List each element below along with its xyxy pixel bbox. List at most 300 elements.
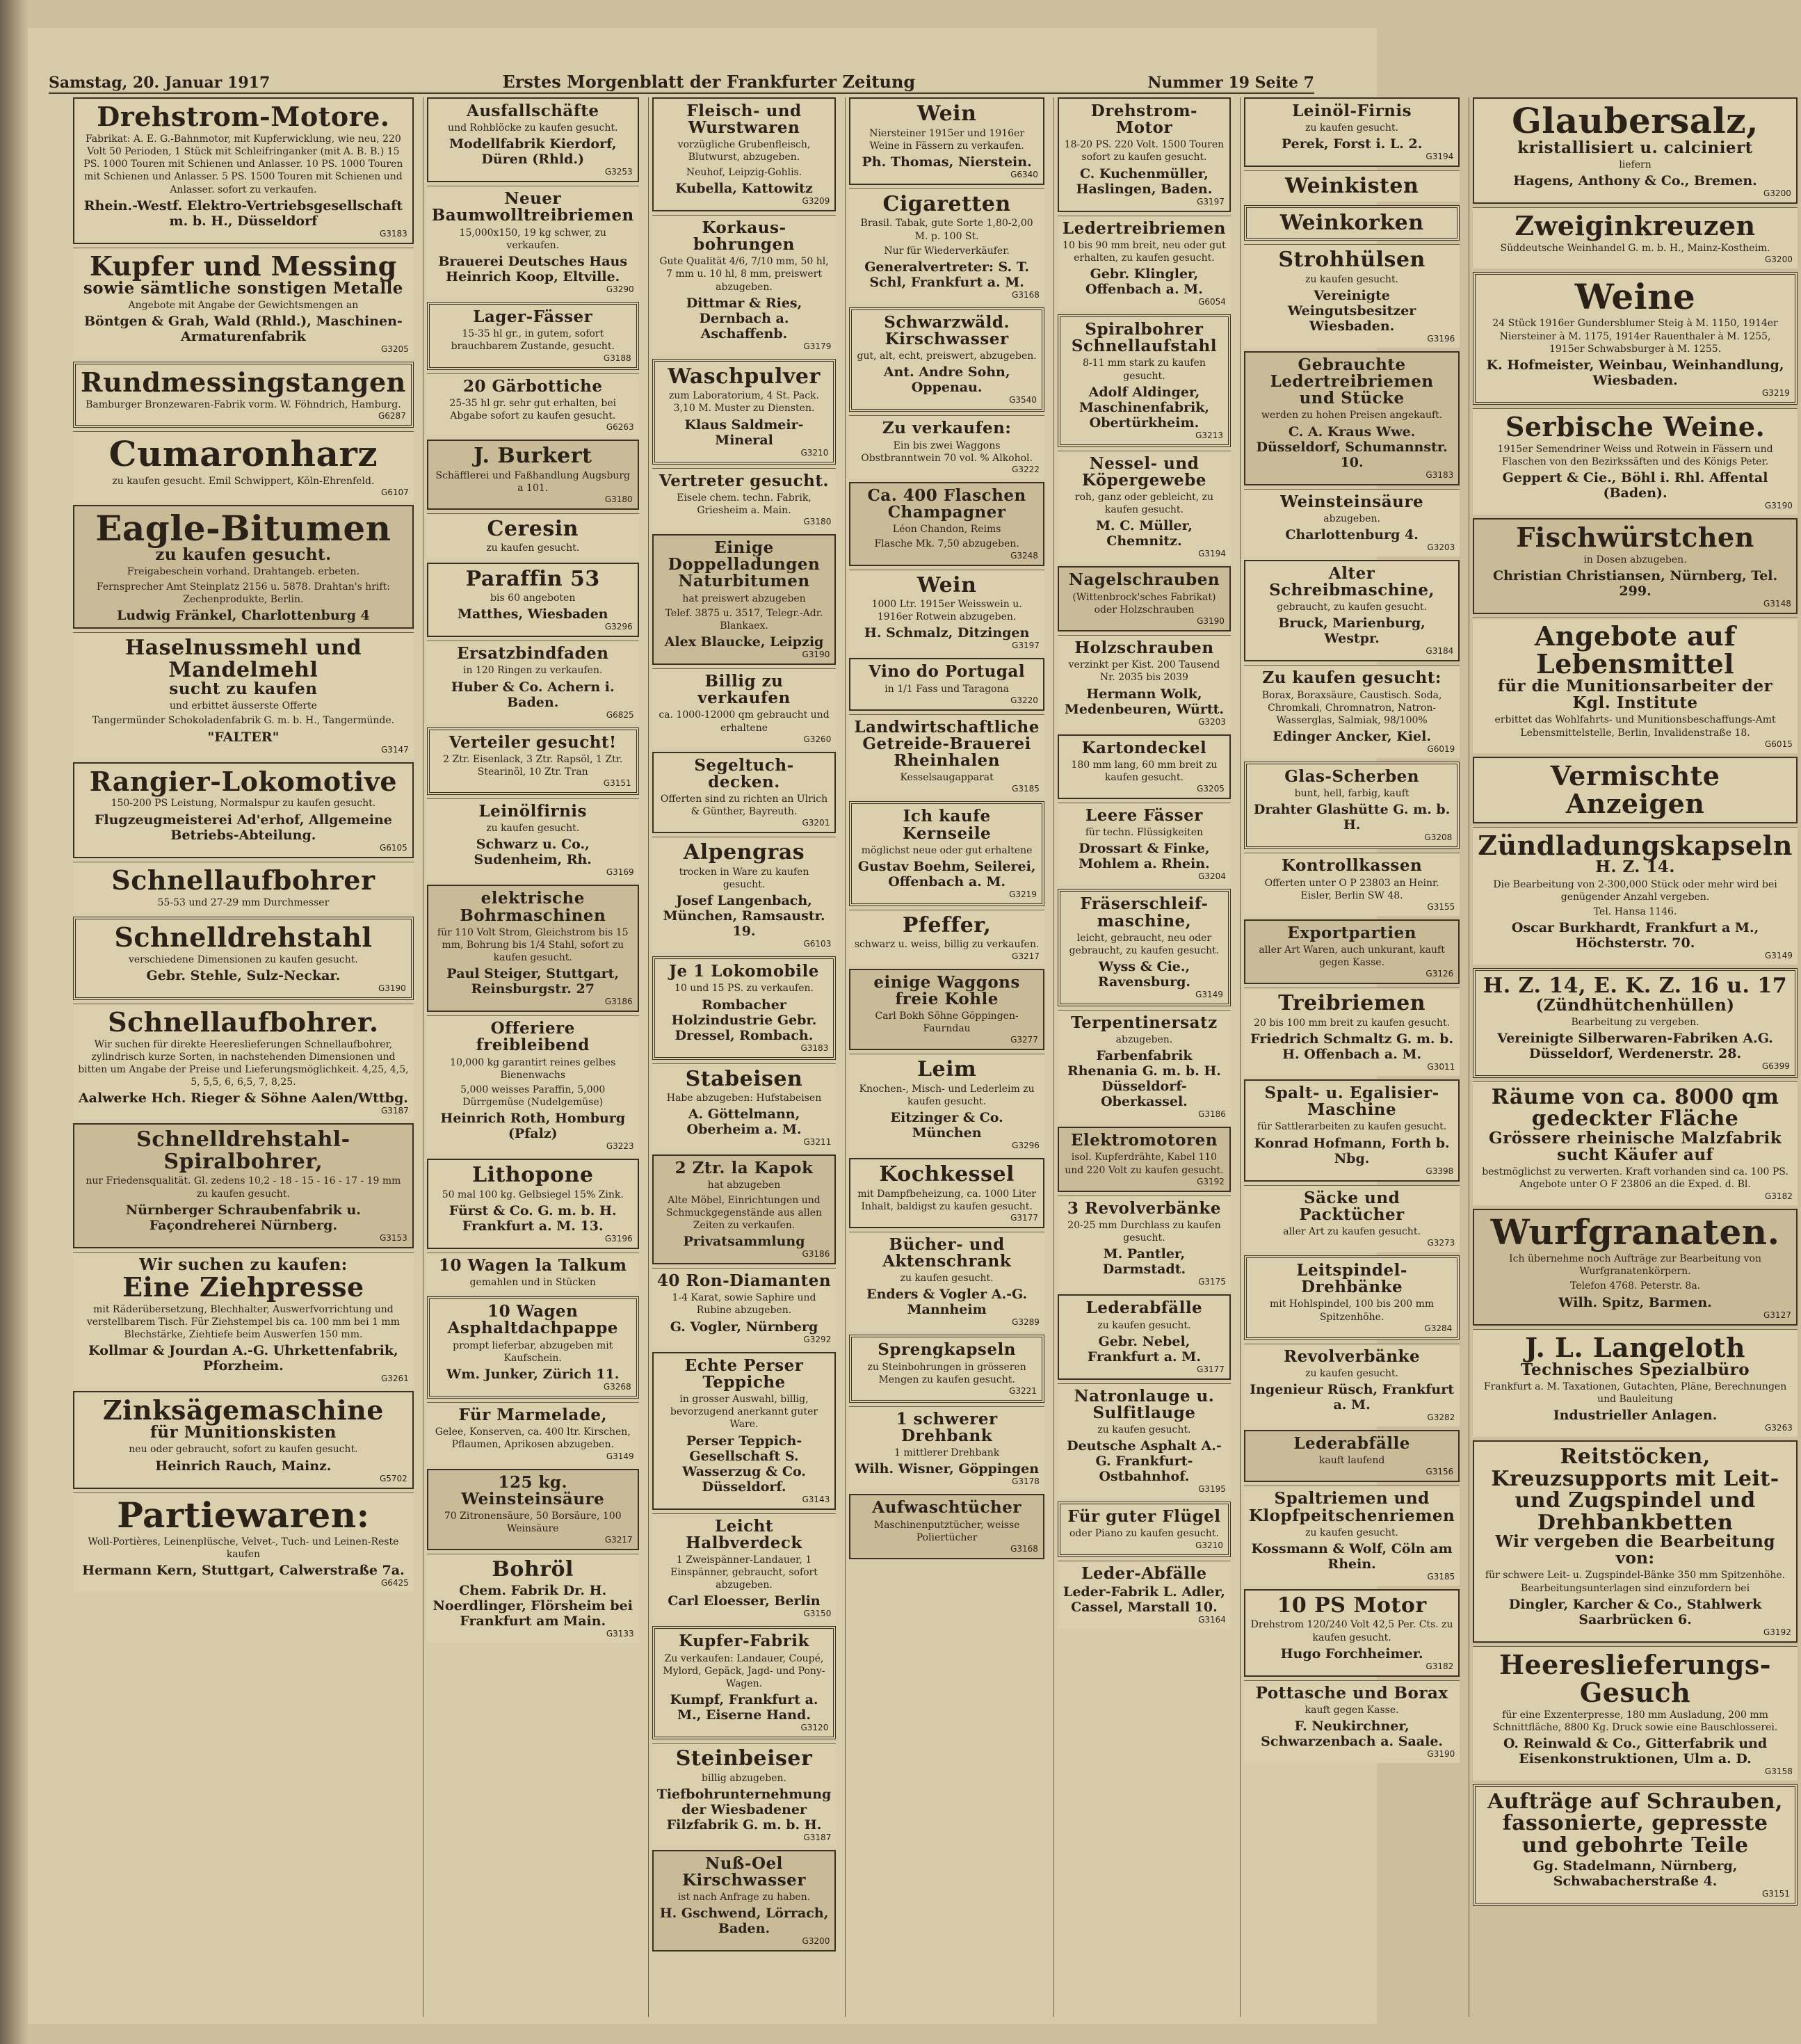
ad-reference-code: G3143 [802, 1494, 830, 1504]
ad-reference-code: G3183 [379, 228, 407, 239]
classified-ad [652, 1743, 837, 1846]
ad-advertiser: Dittmar & Ries, Dernbach a. Aschaffenb. [686, 295, 802, 341]
ad-reference-code: G3223 [606, 1141, 634, 1152]
classified-ad [73, 1252, 414, 1388]
ad-advertiser: Vereinigte Weingutsbesitzer Wiesbaden. [1287, 288, 1416, 335]
ad-headline: elektrische Bohrmaschinen [460, 889, 606, 925]
classified-ad [1244, 351, 1460, 485]
ad-body: in grosser Auswahl, billig, bevorzugend anerkannt guter Ware. [670, 1393, 818, 1431]
classified-ad [427, 727, 639, 796]
classified-ad [1058, 1561, 1231, 1629]
classified-ad [849, 658, 1044, 710]
column-7 [1469, 97, 1801, 2017]
classified-ad [1473, 518, 1798, 614]
ad-reference-code: G3120 [800, 1723, 829, 1733]
ad-subheading: (Zündhütchenhüllen) [1535, 995, 1735, 1015]
ad-headline: Ersatzbindfaden [456, 644, 609, 663]
ad-advertiser: Ant. Andre Sohn, Oppenau. [883, 364, 1010, 396]
classified-ad [1058, 314, 1231, 447]
classified-ad [1473, 1209, 1798, 1326]
ad-body: 24 Stück 1916er Gundersblumer Steig à M. 1150, 1914er Niersteiner à M. 1175, 1914er Rauenthaler à M. 1255, 1915er Schwabsburger à M. 1255. [1492, 318, 1778, 355]
ad-advertiser: Modellfabrik Kierdorf, Düren (Rhld.) [449, 136, 617, 168]
ad-advertiser: Carl Eloesser, Berlin [668, 1593, 821, 1609]
ad-body: Maschinenputztücher, weisse Poliertücher [873, 1519, 1020, 1543]
ad-headline: 3 Revolverbänke [1067, 1198, 1221, 1218]
ad-reference-code: G6105 [379, 842, 407, 853]
ad-extra: Flasche Mk. 7,50 abzugeben. [874, 538, 1019, 550]
ad-headline: Paraffin 53 [465, 566, 600, 591]
ad-reference-code: G3284 [1424, 1323, 1453, 1333]
ad-reference-code: G3190 [378, 983, 406, 993]
ad-body: für 110 Volt Strom, Gleichstrom bis 15 mm, Bohrung bis 1/4 Stahl, sofort zu kaufen gesucht. [437, 926, 629, 964]
ad-reference-code: G3164 [1198, 1614, 1226, 1625]
page-header [49, 64, 1314, 94]
classified-ad [1058, 734, 1231, 800]
ad-headline: Weine [1574, 275, 1696, 317]
ad-body: möglichst neue oder gut erhaltene [861, 844, 1033, 856]
binding-edge [0, 0, 28, 2044]
classified-ad [1244, 853, 1460, 916]
ad-body: Frankfurt a. M. Taxationen, Gutachten, Pläne, Berechnungen und Bauleitung [1483, 1381, 1787, 1405]
ad-body: billig abzugeben. [702, 1772, 786, 1784]
ad-body: für eine Exzenterpresse, 180 mm Ausladung, 200 mm Schnittfläche, 8800 Kg. Druck sowie eine Bauschlosserei. [1492, 1709, 1778, 1733]
ad-headline: Spiralbohrer Schnellaufstahl [1071, 320, 1217, 356]
ad-reference-code: G3213 [1195, 430, 1223, 440]
ad-reference-code: G6019 [1427, 744, 1455, 755]
ad-body: hat preiswert abzugeben [682, 593, 806, 604]
classified-ad [652, 215, 837, 355]
ad-reference-code: G3133 [606, 1628, 634, 1639]
ad-reference-code: G6107 [380, 487, 409, 497]
ad-reference-code: G3263 [1765, 1423, 1793, 1433]
ad-subheading: für die Munitionsarbeiter der Kgl. Institute [1497, 677, 1773, 713]
ad-reference-code: G6054 [1198, 297, 1226, 307]
ad-reference-code: G3292 [803, 1334, 832, 1344]
ad-reference-code: G3182 [1426, 1661, 1454, 1671]
ad-body: Wir suchen für direkte Heereslieferungen Schnellaufbohrer, zylindrisch kurze Sorten, in nachstehenden Dimensionen und bitten um Angabe der Preise und Lieferungsmöglichkeit. 4,25, 4,5, 5, 5,5, 6, 6,5, 7, 8,25. [78, 1038, 409, 1088]
ad-headline: Lager-Fässer [473, 307, 593, 326]
ad-advertiser: Drahter Glashütte G. m. b. H. [1253, 802, 1451, 833]
ad-body: für schwere Leit- u. Zugspindel-Bänke 350 mm Spitzenhöhe. Bearbeitungsunterlagen sind einzufordern bei [1485, 1570, 1786, 1594]
ad-body: verschiedene Dimensionen zu kaufen gesucht. [128, 953, 358, 965]
ad-body: zu kaufen gesucht. [1305, 1367, 1399, 1379]
classified-ad [1473, 968, 1798, 1078]
ad-reference-code: G3192 [1197, 1176, 1225, 1186]
classified-ad [1058, 1010, 1231, 1123]
ad-body: vorzügliche Grubenfleisch, Blutwurst, abzugeben. [677, 139, 811, 163]
ad-subheading: Wir vergeben die Bearbeitung von: [1495, 1532, 1775, 1568]
classified-ad [1244, 1430, 1460, 1482]
classified-ad [427, 1402, 639, 1465]
classified-ad [1244, 97, 1460, 167]
ad-reference-code: G3222 [1012, 464, 1040, 474]
classified-ad [73, 362, 414, 428]
ad-headline: Schnelldrehstahl [114, 921, 373, 953]
ad-headline: Eagle-Bitumen [95, 507, 391, 549]
ad-advertiser: Perek, Forst i. L. 2. [1281, 136, 1423, 152]
ad-body: zu kaufen gesucht. [486, 542, 580, 554]
ad-advertiser: Rombacher Holzindustrie Gebr. Dressel, Rombach. [671, 997, 817, 1043]
classified-ad [1244, 1255, 1460, 1340]
ad-reference-code: G3175 [1198, 1277, 1226, 1287]
ad-extra: Tel. Hansa 1146. [1593, 906, 1677, 917]
classified-ad [1058, 1196, 1231, 1291]
ad-headline: Schnelldrehstahl-Spiralbohrer, [136, 1127, 350, 1174]
ad-headline: Holzschrauben [1074, 638, 1214, 657]
ad-headline: Schwarzwäld. Kirschwasser [884, 312, 1010, 349]
ad-reference-code: G3169 [606, 867, 634, 878]
classified-ad [1473, 827, 1798, 965]
ad-advertiser: Friedrich Schmaltz G. m. b. H. Offenbach a. M. [1250, 1031, 1454, 1063]
ad-advertiser: Huber & Co. Achern i. Baden. [451, 679, 615, 710]
ad-headline: Zu kaufen gesucht: [1262, 668, 1441, 688]
ad-extra: Neuhof, Leipzig-Gohlis. [686, 166, 802, 178]
ad-reference-code: G3253 [604, 167, 633, 177]
ad-advertiser: Eitzinger & Co. München [890, 1110, 1003, 1141]
classified-ad [849, 714, 1044, 798]
classified-ad [652, 752, 837, 834]
ad-headline: Fischwürstchen [1516, 522, 1754, 554]
ad-headline: Für Marmelade, [458, 1405, 608, 1424]
ad-advertiser: Rhein.-Westf. Elektro-Vertriebsgesellschaft m. b. H., Düsseldorf [83, 198, 403, 229]
ad-advertiser: Ingenieur Rüsch, Frankfurt a. M. [1250, 1382, 1454, 1413]
ad-reference-code: G3155 [1427, 901, 1455, 912]
ad-headline: Nessel- und Köpergewebe [1081, 453, 1206, 490]
ad-reference-code: G3190 [1765, 501, 1793, 511]
column-6 [1240, 97, 1463, 2017]
ad-advertiser: Matthes, Wiesbaden [457, 606, 608, 622]
ad-advertiser: Dingler, Karcher & Co., Stahlwerk Saarbrücken 6. [1508, 1596, 1762, 1627]
ad-advertiser: Tiefbohrunternehmung der Wiesbadener Filzfabrik G. m. b. H. [656, 1786, 832, 1833]
ad-advertiser: Nürnberger Schraubenfabrik u. Façondreherei Nürnberg. [125, 1202, 361, 1233]
ad-headline: Wurfgranaten. [1490, 1211, 1780, 1253]
ad-headline: J. Burkert [474, 444, 592, 469]
ad-headline: Fleisch- und Wurstwaren [686, 102, 802, 138]
ad-reference-code: G3540 [1009, 395, 1037, 405]
ad-body: Die Bearbeitung von 2-300,000 Stück oder mehr wird bei genügender Anzahl vergeben. [1493, 878, 1777, 903]
ad-body: mit Dampfbeheizung, ca. 1000 Liter Inhalt, baldigst zu kaufen gesucht. [857, 1188, 1036, 1212]
ad-headline: Schnellaufbohrer. [108, 1006, 379, 1038]
ad-headline: Gebrauchte Ledertreibriemen und Stücke [1270, 355, 1434, 408]
ad-body: 70 Zitronensäure, 50 Borsäure, 100 Weinsäure [444, 1510, 622, 1534]
ad-reference-code: G3296 [604, 622, 633, 632]
classified-ad [427, 440, 639, 510]
ad-advertiser: Geppert & Cie., Böhl i. Rhl. Affental (Baden). [1502, 470, 1768, 501]
ad-headline: Aufträge auf Schrauben, fassonierte, gepresste und gebohrte Teile [1487, 1789, 1783, 1858]
ad-body: leicht, gebraucht, neu oder gebraucht, zu kaufen gesucht. [1069, 932, 1220, 956]
ad-body: 10,000 kg garantirt reines gelbes Bienenwachs [450, 1056, 616, 1081]
ad-body: Offerten sind zu richten an Ulrich & Günther, Bayreuth. [660, 794, 828, 818]
ad-headline: Leicht Halbverdeck [686, 1516, 802, 1552]
ad-body: 180 mm lang, 60 mm breit zu kaufen gesucht. [1071, 759, 1218, 783]
ad-reference-code: G3147 [380, 744, 409, 755]
classified-ad [73, 632, 414, 759]
masthead: Erstes Morgenblatt der Frankfurter Zeitung [502, 72, 916, 92]
ad-reference-code: G6399 [1762, 1061, 1790, 1071]
classified-ad [1244, 762, 1460, 849]
ad-body: für techn. Flüssigkeiten [1085, 827, 1204, 839]
ad-reference-code: G3151 [603, 778, 631, 789]
ad-headline: 20 Gärbottiche [463, 376, 603, 396]
classified-ad [1473, 272, 1798, 405]
ad-headline: Leitspindel-Drehbänke [1296, 1261, 1407, 1297]
classified-ad [652, 359, 837, 465]
classified-ad [652, 1352, 837, 1510]
ad-headline: Exportpartien [1287, 923, 1416, 942]
ad-headline: Leder-Abfälle [1081, 1563, 1207, 1583]
ad-reference-code: G3261 [380, 1374, 409, 1384]
ad-body: 1 mittlerer Drehbank [894, 1447, 1000, 1459]
classified-ad [427, 1015, 639, 1155]
ad-advertiser: O. Reinwald & Co., Gitterfabrik und Eisenkonstruktionen, Ulm a. D. [1503, 1735, 1768, 1767]
ad-headline: 1 schwerer Drehbank [896, 1409, 998, 1446]
classified-ad [1244, 1486, 1460, 1585]
ad-extra: Fernsprecher Amt Steinplatz 2156 u. 5878. Drahtan's hrift: Zechenprodukte, Berlin. [96, 581, 390, 605]
ad-body: Niersteiner 1915er und 1916er Weine in Fässern zu verkaufen. [869, 127, 1025, 152]
ad-headline: Pottasche und Borax [1255, 1683, 1448, 1703]
classified-ad [849, 307, 1044, 412]
ad-body: zu kaufen gesucht. [1305, 273, 1399, 285]
ad-body: Carl Bokh Söhne Göppingen-Faurndau [875, 1010, 1019, 1035]
ad-advertiser: H. Gschwend, Lörrach, Baden. [659, 1906, 829, 1937]
ad-advertiser: Gebr. Klingler, Offenbach a. M. [1085, 266, 1203, 298]
ad-reference-code: G3184 [1426, 646, 1454, 657]
ad-headline: 40 Ron-Diamanten [656, 1271, 832, 1291]
ad-body: erbittet das Wohlfahrts- und Munitionsbeschaffungs-Amt Lebensmittelstelle, Berlin, Invalidenstraße 18. [1494, 714, 1776, 739]
ad-headline: Reitstöcken, Kreuzsupports mit Leit- und Zugspindel und Drehbankbetten [1491, 1445, 1779, 1535]
ad-advertiser: Josef Langenbach, München, Ramsaustr. 19. [663, 893, 825, 940]
ad-body: 20-25 mm Durchlass zu kaufen gesucht. [1067, 1220, 1221, 1244]
ad-advertiser: Perser Teppich-Gesellschaft S. Wasserzug & Co. Düsseldorf. [682, 1433, 806, 1495]
classified-ad [1244, 665, 1460, 758]
classified-ad [73, 1123, 414, 1248]
ad-reference-code: G6425 [380, 1578, 409, 1588]
ad-reference-code: G3177 [1197, 1364, 1225, 1374]
ad-reference-code: G3177 [1010, 1212, 1038, 1223]
ad-reference-code: G3185 [1012, 784, 1040, 794]
ad-subheading: sucht zu kaufen [169, 679, 318, 699]
ad-body: zu kaufen gesucht. Emil Schwippert, Köln-Ehrenfeld. [112, 475, 375, 487]
ad-advertiser: Hugo Forchheimer. [1280, 1645, 1423, 1661]
ad-advertiser: Hermann Wolk, Medenbeuren, Württ. [1064, 686, 1225, 717]
ad-reference-code: G3217 [1012, 951, 1040, 961]
ad-reference-code: G3195 [1198, 1484, 1226, 1495]
classified-ad [1058, 1383, 1231, 1498]
ad-subheading: zu kaufen gesucht. [155, 545, 332, 565]
classified-ad [427, 885, 639, 1012]
classified-ad [849, 1054, 1044, 1154]
ad-body: Léon Chandon, Reims [892, 524, 1001, 536]
ad-headline: Fräserschleif-maschine, [1080, 894, 1209, 931]
ad-headline: Echte Perser Teppiche [684, 1355, 804, 1392]
classified-ad [1244, 1680, 1460, 1763]
classified-ad [427, 186, 639, 298]
ad-body: Angebote mit Angabe der Gewichtsmengen an [128, 299, 359, 311]
ad-reference-code: G3277 [1010, 1035, 1038, 1045]
ad-body: Ein bis zwei Waggons Obstbranntwein 70 vol. % Alkohol. [861, 440, 1033, 464]
ad-advertiser: Gg. Stadelmann, Nürnberg, Schwabacherstraße 4. [1533, 1858, 1738, 1890]
ad-body: zu kaufen gesucht. [1097, 1424, 1191, 1435]
ad-reference-code: G3011 [1427, 1062, 1455, 1072]
ad-headline: Kupfer und Messing [89, 250, 397, 282]
ad-reference-code: G3153 [379, 1232, 407, 1243]
ad-advertiser: Kollmar & Jourdan A.-G. Uhrkettenfabrik, Pforzheim. [88, 1343, 398, 1374]
ad-body: 1000 Ltr. 1915er Weisswein u. 1916er Rotwein abzugeben. [871, 599, 1022, 623]
ad-headline: Ledertreibriemen [1062, 218, 1226, 238]
ad-body: Gelee, Konserven, ca. 400 ltr. Kirschen, Pflaumen, Aprikosen abzugeben. [435, 1426, 631, 1451]
ad-body: 150-200 PS Leistung, Normalspur zu kaufen gesucht. [111, 798, 376, 810]
ad-body: 18-20 PS. 220 Volt. 1500 Touren sofort zu kaufen gesucht. [1064, 139, 1225, 163]
classified-ad [1058, 1294, 1231, 1379]
ad-headline: Waschpulver [668, 364, 821, 389]
ad-headline: Neuer Baumwolltreibriemen [431, 189, 634, 225]
classified-ad [73, 1004, 414, 1120]
ad-advertiser: Chem. Fabrik Dr. H. Noerdlinger, Flörsheim bei Frankfurt am Main. [433, 1582, 633, 1629]
ad-body: gut, alt, echt, preiswert, abzugeben. [857, 351, 1037, 362]
column-4 [845, 97, 1048, 2017]
ad-reference-code: G3219 [1009, 889, 1037, 899]
ad-advertiser: F. Neukirchner, Schwarzenbach a. Saale. [1261, 1719, 1444, 1750]
ad-body: mit Hohlspindel, 100 bis 200 mm Spitzenhöhe. [1270, 1298, 1435, 1323]
classified-ad [73, 1492, 414, 1593]
ad-reference-code: G3200 [1765, 254, 1793, 264]
classified-ad [1244, 170, 1460, 202]
classified-ad [849, 415, 1044, 478]
ad-headline: Heereslieferungs-Gesuch [1499, 1648, 1772, 1708]
classified-ad [849, 1232, 1044, 1331]
classified-ad [427, 1253, 639, 1293]
ad-reference-code: G3185 [1427, 1571, 1455, 1582]
ad-headline: Aufwaschtücher [872, 1498, 1021, 1518]
ad-reference-code: G6340 [1010, 169, 1038, 179]
ad-headline: Lithopone [471, 1163, 594, 1188]
ad-headline: Leinölfirnis [478, 802, 587, 821]
classified-ad [652, 1626, 837, 1739]
ad-body: Bearbeitung zu vergeben. [1571, 1016, 1699, 1028]
ad-body: 1-4 Karat, sowie Saphire und Rubine abzugeben. [672, 1292, 816, 1317]
ad-reference-code: G3186 [604, 997, 633, 1007]
ad-body: 2 Ztr. Eisenlack, 3 Ztr. Rapsöl, 1 Ztr. Stearinöl, 10 Ztr. Tran [443, 753, 623, 778]
ad-headline: Kochkessel [879, 1162, 1015, 1187]
classified-ad [73, 862, 414, 913]
classified-ad [849, 188, 1044, 304]
classified-ad [652, 1063, 837, 1152]
ad-reference-code: G3158 [1765, 1766, 1793, 1776]
ad-headline: Rangier-Lokomotive [89, 765, 397, 797]
ad-extra: Telefon 4768. Peterstr. 8a. [1569, 1280, 1701, 1292]
ad-headline: Leim [916, 1057, 977, 1082]
ad-advertiser: Kubella, Kattowitz [675, 180, 813, 196]
ad-headline: einige Waggons freie Kohle [873, 972, 1020, 1008]
ad-advertiser: Fürst & Co. G. m. b. H. Frankfurt a. M. 13. [449, 1203, 617, 1234]
ad-reference-code: G3219 [1762, 387, 1790, 398]
ad-advertiser: Gebr. Stehle, Sulz-Neckar. [146, 967, 341, 983]
ad-body: Schäfflerei und Faßhandlung Augsburg a 101. [435, 469, 630, 494]
ad-reference-code: G6015 [1765, 739, 1793, 749]
classified-ad [652, 668, 837, 748]
ad-headline: Einige Doppelladungen Naturbitumen [668, 538, 821, 591]
ad-body: (Wittenbrock'sches Fabrikat) oder Holzschrauben [1072, 591, 1216, 615]
ad-subheading: sowie sämtliche sonstigen Metalle [83, 278, 403, 298]
ad-reference-code: G3151 [1762, 1889, 1790, 1899]
classified-ad [73, 505, 414, 629]
ad-headline: Vino do Portugal [869, 662, 1026, 682]
ad-body: hat abzugeben [707, 1180, 781, 1191]
ad-advertiser: Heinrich Roth, Homburg (Pfalz) [440, 1111, 626, 1142]
classified-ad [652, 1513, 837, 1623]
ad-reference-code: G3200 [802, 1936, 830, 1947]
ad-headline: Treibriemen [1278, 991, 1426, 1016]
ad-reference-code: G3190 [802, 650, 830, 660]
ad-headline: Angebote auf Lebensmittel [1534, 620, 1736, 680]
column-1 [70, 97, 417, 2017]
ad-advertiser: Heinrich Rauch, Mainz. [155, 1458, 332, 1474]
ad-reference-code: G3156 [1426, 1467, 1454, 1477]
ad-headline: Ceresin [487, 516, 579, 541]
ad-body: 1915er Semendriner Weiss und Rotwein in Fässern und Flaschen von den Bezirkssäften und des Königs Peter. [1497, 443, 1773, 468]
ad-reference-code: G6287 [378, 411, 406, 421]
ad-body: Freigabeschein vorhand. Drahtangeb. erbeten. [127, 566, 360, 578]
ad-reference-code: G3192 [1763, 1627, 1791, 1637]
ad-headline: Segeltuch-decken. [694, 755, 794, 791]
ad-body: und Rohblöcke zu kaufen gesucht. [448, 122, 618, 134]
classified-ad [73, 762, 414, 858]
classified-ad [73, 248, 414, 358]
ad-body: zu Steinbohrungen in grösseren Mengen zu kaufen gesucht. [867, 1361, 1026, 1385]
ad-headline: Landwirtschaftliche Getreide-Brauerei Rheinhalen [854, 717, 1040, 771]
ad-headline: Weinkorken [1279, 210, 1424, 235]
ad-headline: Cumaronharz [108, 433, 378, 475]
classified-ad [849, 969, 1044, 1051]
ad-headline: Partiewaren: [117, 1494, 370, 1536]
ad-headline: Korkaus-bohrungen [693, 218, 795, 254]
ad-reference-code: G3168 [1010, 1543, 1038, 1554]
ad-body: Habe abzugeben: Hufstabeisen [666, 1093, 822, 1104]
ad-advertiser: Christian Christiansen, Nürnberg, Tel. 299. [1492, 568, 1778, 599]
ad-body: für Sattlerarbeiten zu kaufen gesucht. [1257, 1121, 1447, 1133]
ad-headline: Nuß-Oel Kirschwasser [682, 1853, 806, 1890]
classified-ad [652, 1850, 837, 1952]
ad-body: prompt lieferbar, abzugeben mit Kaufschein. [453, 1339, 613, 1364]
ad-extra: Tangermünder Schokoladenfabrik G. m. b. H., Tangermünde. [92, 715, 395, 727]
classified-ad [427, 1159, 639, 1249]
ad-reference-code: G3186 [802, 1249, 830, 1260]
ad-headline: Weinkisten [1284, 174, 1419, 199]
ad-headline: 125 kg. Weinsteinsäure [461, 1472, 605, 1508]
ad-reference-code: G3149 [606, 1451, 634, 1461]
ad-reference-code: G3260 [803, 734, 832, 744]
ad-advertiser: Drossart & Finke, Mohlem a. Rhein. [1079, 841, 1210, 872]
ad-advertiser: Leder-Fabrik L. Adler, Cassel, Marstall 10. [1063, 1584, 1225, 1615]
ad-headline: 10 Wagen Asphaltdachpappe [447, 1302, 618, 1338]
classified-ad [652, 97, 837, 211]
ad-advertiser: Konrad Hofmann, Forth b. Nbg. [1254, 1135, 1450, 1166]
ad-body: isol. Kupferdrähte, Kabel 110 und 220 Volt zu kaufen gesucht. [1065, 1152, 1224, 1176]
ad-reference-code: G3282 [1427, 1413, 1455, 1423]
ad-reference-code: G3180 [803, 517, 832, 527]
ad-body: 20 bis 100 mm breit zu kaufen gesucht. [1254, 1017, 1451, 1029]
ad-headline: Revolverbänke [1284, 1346, 1421, 1366]
ad-advertiser: Charlottenburg 4. [1285, 526, 1419, 542]
ad-subheading: Grössere rheinische Malzfabrik sucht Käufer auf [1488, 1128, 1782, 1165]
ad-body: ist nach Anfrage zu haben. [677, 1892, 811, 1904]
ad-headline: Serbische Weine. [1505, 410, 1766, 442]
ad-advertiser: C. A. Kraus Wwe. Düsseldorf, Schumannstr. 10. [1256, 424, 1448, 470]
classified-ad [1058, 803, 1231, 885]
classified-ad [427, 513, 639, 559]
ad-body: zu kaufen gesucht. [900, 1273, 994, 1285]
ad-body: schwarz u. weiss, billig zu verkaufen. [854, 939, 1040, 951]
